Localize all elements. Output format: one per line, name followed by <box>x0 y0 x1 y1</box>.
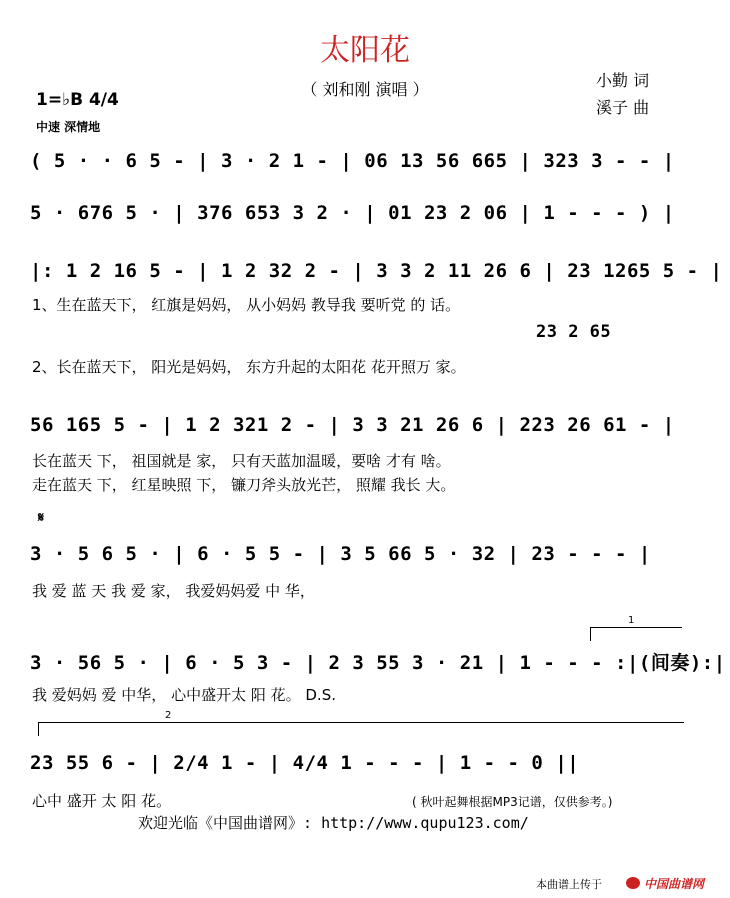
lyric-chorus-line3: 心中 盛开 太 阳 花。 <box>32 792 172 810</box>
lyricist-credit: 小勤 词 <box>596 71 650 90</box>
volta-2-bracket <box>38 722 684 723</box>
lyric-verse2-line2: 走在蓝天 下， 红星映照 下， 镰刀斧头放光芒， 照耀 我长 大。 <box>32 476 456 494</box>
staff-line-4: 56 165 5 - | 1 2 321 2 - | 3 3 21 26 6 | 223 26 61 - | <box>30 414 675 436</box>
volta-1-bracket-end <box>590 627 591 641</box>
volta-2-number: 2 <box>165 710 172 721</box>
staff-line-5: 3 · 5 6 5 · | 6 · 5 5 - | 3 5 66 5 · 32 | 23 - - - | <box>30 543 651 565</box>
site-logo-text: 中国曲谱网 <box>644 877 705 891</box>
volta-1-bracket <box>590 627 682 628</box>
lyric-verse1-line2: 长在蓝天 下， 祖国就是 家， 只有天蓝加温暖，要啥 才有 啥。 <box>32 452 451 470</box>
composer-credit: 溪子 曲 <box>596 98 650 117</box>
staff-line-2: 5 · 676 5 · | 376 653 3 2 · | 01 23 2 06 | 1 - - - ) | <box>30 202 675 224</box>
volta-1-number: 1 <box>628 615 635 626</box>
staff-line-1: ( 5 · · 6 5 - | 3 · 2 1 - | 06 13 56 665 | 323 3 - - | <box>30 150 675 172</box>
tempo-marking: 中速 深情地 <box>36 120 101 134</box>
volta-2-bracket-end <box>38 722 39 736</box>
site-logo-icon <box>626 877 640 889</box>
segno-sign: 𝄋 <box>38 510 45 526</box>
footer-welcome: 欢迎光临《中国曲谱网》: http://www.qupu123.com/ <box>138 814 529 832</box>
lyric-verse2-line1: 2、长在蓝天下， 阳光是妈妈， 东方升起的太阳花 花开照万 家。 <box>32 358 466 376</box>
song-title: 太阳花 <box>320 33 410 68</box>
uploaded-to-label: 本曲谱上传于 <box>536 878 602 891</box>
transcription-note: ( 秋叶起舞根据MP3记谱，仅供参考。) <box>412 795 613 809</box>
staff-line-6: 3 · 56 5 · | 6 · 5 3 - | 2 3 55 3 · 21 | 1 - - - :|(间奏):| <box>30 652 726 674</box>
verse2-alt-notes: 23 2 65 <box>536 322 612 342</box>
lyric-verse1-line1: 1、生在蓝天下， 红旗是妈妈， 从小妈妈 教导我 要听党 的 话。 <box>32 296 461 314</box>
key-signature: 1=♭B 4/4 <box>36 90 119 110</box>
lyric-chorus-line2: 我 爱妈妈 爱 中华， 心中盛开太 阳 花。 D.S. <box>32 686 336 704</box>
performer-credit: （ 刘和刚 演唱 ） <box>301 80 429 99</box>
lyric-chorus-line1: 我 爱 蓝 天 我 爱 家， 我爱妈妈爱 中 华， <box>32 582 315 600</box>
staff-line-7: 23 55 6 - | 2/4 1 - | 4/4 1 - - - | 1 - - 0 || <box>30 752 580 774</box>
staff-line-3: |: 1 2 16 5 - | 1 2 32 2 - | 3 3 2 11 26 6 | 23 1265 5 - | <box>30 260 723 282</box>
